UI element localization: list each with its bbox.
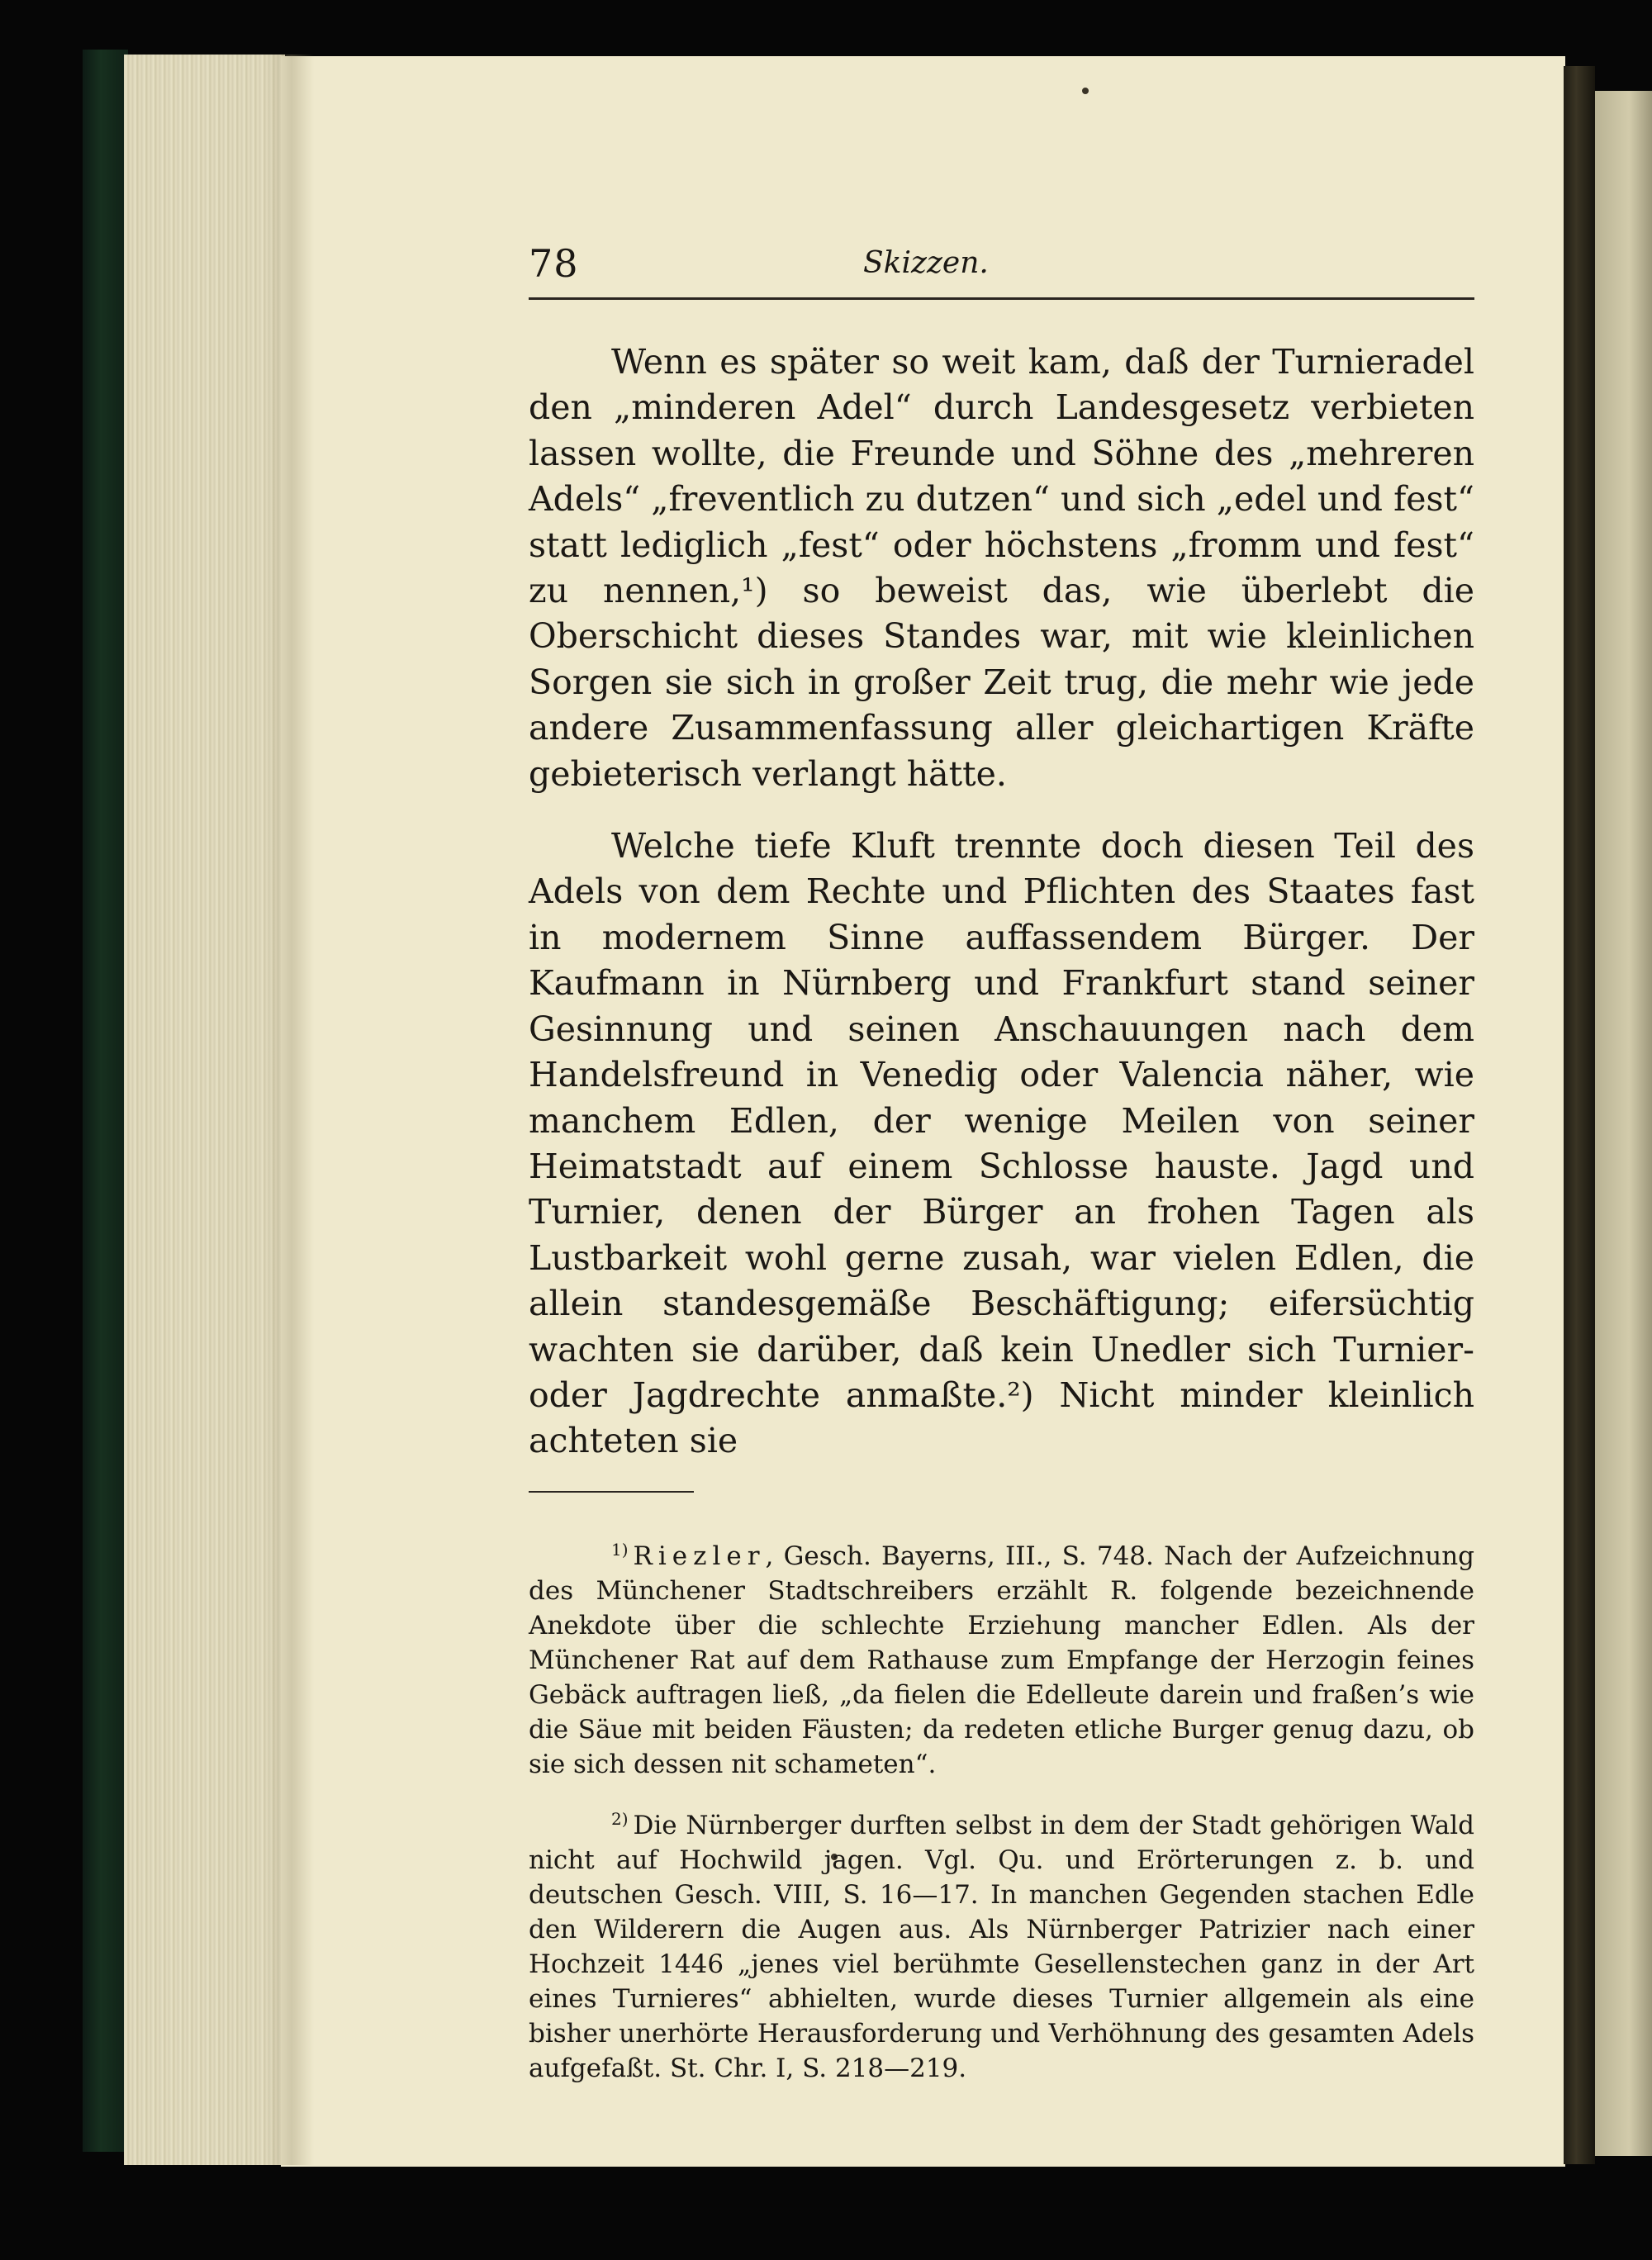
footnote [529, 1532, 1474, 1782]
paragraph: Welche tiefe Kluft trennte doch diesen Teil des Adels von dem Rechte und Pflichten des Staates fast in modernem Sinne auffassendem Bürger. Der Kaufmann in Nürnberg und Frankfurt stand seiner Gesinnung und seinen Anschauungen nach dem Handelsfreund in Venedig oder Valencia näher, wie manchem Edlen, der wenige Meilen von seiner Heimatstadt auf einem Schlosse hauste. Jagd und Turnier, denen der Bürger an frohen Tagen als Lustbarkeit wohl gerne zusah, war vielen Edlen, die allein standesgemäße Beschäftigung; eifersüchtig wachten sie darüber, daß kein Unedler sich Turnier- oder Jagdrechte anmaßte.²) Nicht minder kleinlich achteten sie [529, 826, 1474, 1461]
running-head [529, 240, 1474, 300]
paper-speck [1082, 88, 1089, 94]
next-page-sliver [1595, 91, 1652, 2156]
right-cover-edge [1564, 66, 1595, 2164]
page-number: 78 [529, 241, 579, 286]
footnote-divider [529, 1491, 694, 1493]
footnote-mark: 2) [611, 1808, 629, 1829]
body-text [529, 339, 1474, 1465]
page-content [529, 240, 1474, 2106]
footnote [529, 1802, 1474, 2086]
running-title: Skizzen. [863, 246, 989, 280]
page-edges [124, 55, 285, 2165]
book-cover-edge [83, 50, 128, 2152]
binding-gutter [264, 55, 314, 2165]
footnote-text: , Gesch. Bayerns, III., S. 748. Nach der Aufzeichnung des Münchener Stadtschreibers erzählt R. folgende bezeichnende Anekdote über die schlechte Erziehung mancher Edlen. Als der Münchener Rat auf dem Rathause zum Empfange der Herzogin feines Gebäck auftragen ließ, „da fielen die Edelleute darein und fraßen’s wie die Säue mit beiden Fäusten; da redeten etliche Burger genug dazu, ob sie sich dessen nit schameten“. [529, 1541, 1474, 1779]
paragraph: Wenn es später so weit kam, daß der Turnieradel den „minderen Adel“ durch Landesgesetz verbieten lassen wollte, die Freunde und Söhne des „mehreren Adels“ „freventlich zu dutzen“ und sich „edel und fest“ statt lediglich „fest“ oder höchstens „fromm und fest“ zu nennen,¹) so beweist das, wie überlebt die Oberschicht dieses Standes war, mit wie kleinlichen Sorgen sie sich in großer Zeit trug, die mehr wie jede andere Zusammenfassung aller gleichartigen Kräfte gebieterisch verlangt hätte. [529, 342, 1474, 794]
footnote-mark: 1) [611, 1539, 629, 1560]
footnote-author: Riezler [633, 1541, 766, 1571]
footnote-text: Die Nürnberger durften selbst in dem der Stadt gehörigen Wald nicht auf Hochwild jagen. Vgl. Qu. und Erörterungen z. b. und deutschen Gesch. VIII, S. 16—17. In manchen Gegenden stachen Edle den Wilderern die Augen aus. Als Nürnberger Patrizier nach einer Hochzeit 1446 „jenes viel berühmte Gesellenstechen ganz in der Art eines Turnieres“ abhielten, wurde dieses Turnier allgemein als eine bisher unerhörte Herausforderung und Verhöhnung des gesamten Adels aufgefaßt. St. Chr. I, S. 218—219. [529, 1810, 1474, 2083]
footnotes [529, 1532, 1474, 2086]
